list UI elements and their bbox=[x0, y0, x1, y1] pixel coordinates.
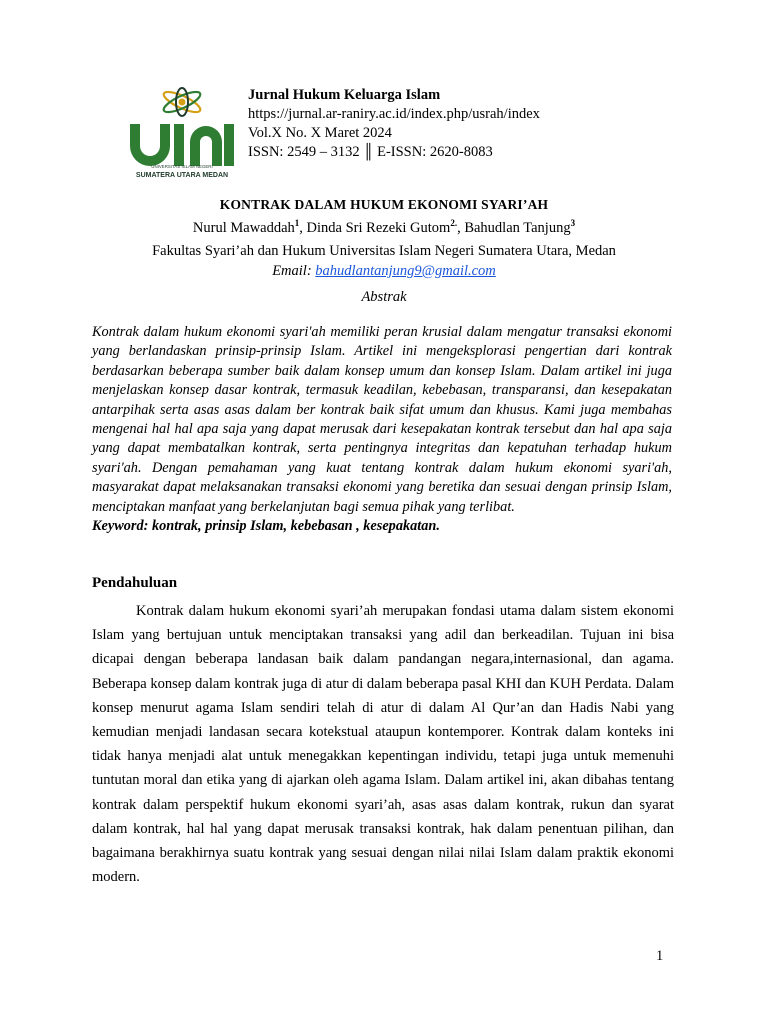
journal-name: Jurnal Hukum Keluarga Islam bbox=[248, 87, 441, 103]
email-link[interactable]: bahudlantanjung9@gmail.com bbox=[315, 262, 496, 279]
abstract-text: Kontrak dalam hukum ekonomi syari'ah memiliki peran krusial dalam mengatur transaksi ekonomi yang berlandaskan prinsip-prinsip Islam. Artikel ini mengeksplorasi pengertian dari kontrak berdasarkan beberapa sumber baik dalam konsep umum dan konsep Islam. Dalam artikel ini juga menjelaskan konsep dasar kontrak, termasuk keadilan, kebebasan, transparansi, dan kesepakatan antarpihak serta asas asas dalam ber kontrak baik sifat umum dan khusus. Kami juga membahas mengenai hal hal apa saja yang dapat merusak dari kesepakatan kontrak tersebut dan hal apa saja yang dapat membatalkan kontrak, serta pentingnya integritas dan kepatuhan terhadap hukum syari'ah. Dengan pemahaman yang kuat tentang kontrak dalam hukum ekonomi syari'ah, masyarakat dapat melaksanakan transaksi ekonomi yang beretika dan sesuai dengan prinsip Islam, menciptakan manfaat yang berkelanjutan bagi semua pihak yang terlibat. bbox=[92, 324, 672, 515]
journal-info bbox=[248, 86, 540, 162]
journal-volume: Vol.X No. X Maret 2024 bbox=[248, 125, 392, 141]
journal-issn: ISSN: 2549 – 3132 ║ E-ISSN: 2620-8083 bbox=[248, 144, 493, 160]
affiliation: Fakultas Syari’ah dan Hukum Universitas Islam Negeri Sumatera Utara, Medan bbox=[152, 242, 616, 259]
author-affiliation-mark: 1 bbox=[294, 218, 300, 228]
author-affiliation-mark: 2. bbox=[450, 218, 458, 228]
svg-text:UNIVERSITAS ISLAM NEGERI: UNIVERSITAS ISLAM NEGERI bbox=[151, 164, 213, 169]
abstract-heading: Abstrak bbox=[361, 289, 407, 305]
author-name: Bahudlan Tanjung bbox=[464, 219, 571, 236]
title-block bbox=[0, 196, 768, 280]
journal-header bbox=[124, 84, 684, 190]
section-heading-introduction: Pendahuluan bbox=[92, 575, 178, 591]
page-number: 1 bbox=[656, 948, 664, 964]
author-name: Nurul Mawaddah bbox=[192, 219, 295, 236]
svg-text:SUMATERA UTARA MEDAN: SUMATERA UTARA MEDAN bbox=[135, 172, 229, 179]
email-line bbox=[0, 262, 768, 280]
abstract-body bbox=[92, 323, 672, 536]
journal-url[interactable]: https://jurnal.ar-raniry.ac.id/index.php/usrah/index bbox=[248, 106, 540, 122]
email-label: Email: bbox=[272, 262, 312, 279]
paper-title: KONTRAK DALAM HUKUM EKONOMI SYARI’AH bbox=[219, 197, 549, 212]
author-list: Nurul Mawaddah$^1$, Dinda Sri Rezeki Gutom$^{2.}$, Bahudlan Tanjung$^3$ bbox=[192, 218, 576, 236]
author-name: Dinda Sri Rezeki Gutom bbox=[306, 219, 451, 236]
introduction-paragraph: Kontrak dalam hukum ekonomi syari’ah merupakan fondasi utama dalam sistem ekonomi Islam yang bertujuan untuk menciptakan transaksi yang adil dan berkeadilan. Tujuan ini bisa dicapai dengan beberapa landasan baik dalam pandangan negara,internasional, dan agama. Beberapa konsep dalam kontrak juga di atur di dalam beberapa pasal KHI dan KUH Perdata. Dalam konsep menurut agama Islam sendiri telah di atur di dalam Al Qur’an dan Hadis Nabi yang kemudian menjadi landasan secara kotekstual ataupun kontemporer. Kontrak dalam konteks ini tidak hanya menjadi alat untuk menegakkan kepentingan individu, tetapi juga untuk memenuhi tuntutan moral dan etika yang di ajarkan oleh agama Islam. Dalam artikel ini, akan dibahas tentang kontrak dalam perspektif hukum ekonomi syari’ah, asas asas dalam kontrak, rukun dan syarat dalam kontrak, hal hal yang dapat merusak transaksi kontrak, hak dalam penentuan pilihan, dan bagaimana berakhirnya suatu kontrak yang sesuai dengan nilai nilai Islam dalam praktik ekonomi modern. bbox=[92, 603, 674, 886]
author-affiliation-mark: 3 bbox=[570, 218, 576, 228]
uin-logo-icon bbox=[124, 84, 240, 180]
keywords: Keyword: kontrak, prinsip Islam, kebebasan , kesepakatan. bbox=[92, 518, 440, 535]
